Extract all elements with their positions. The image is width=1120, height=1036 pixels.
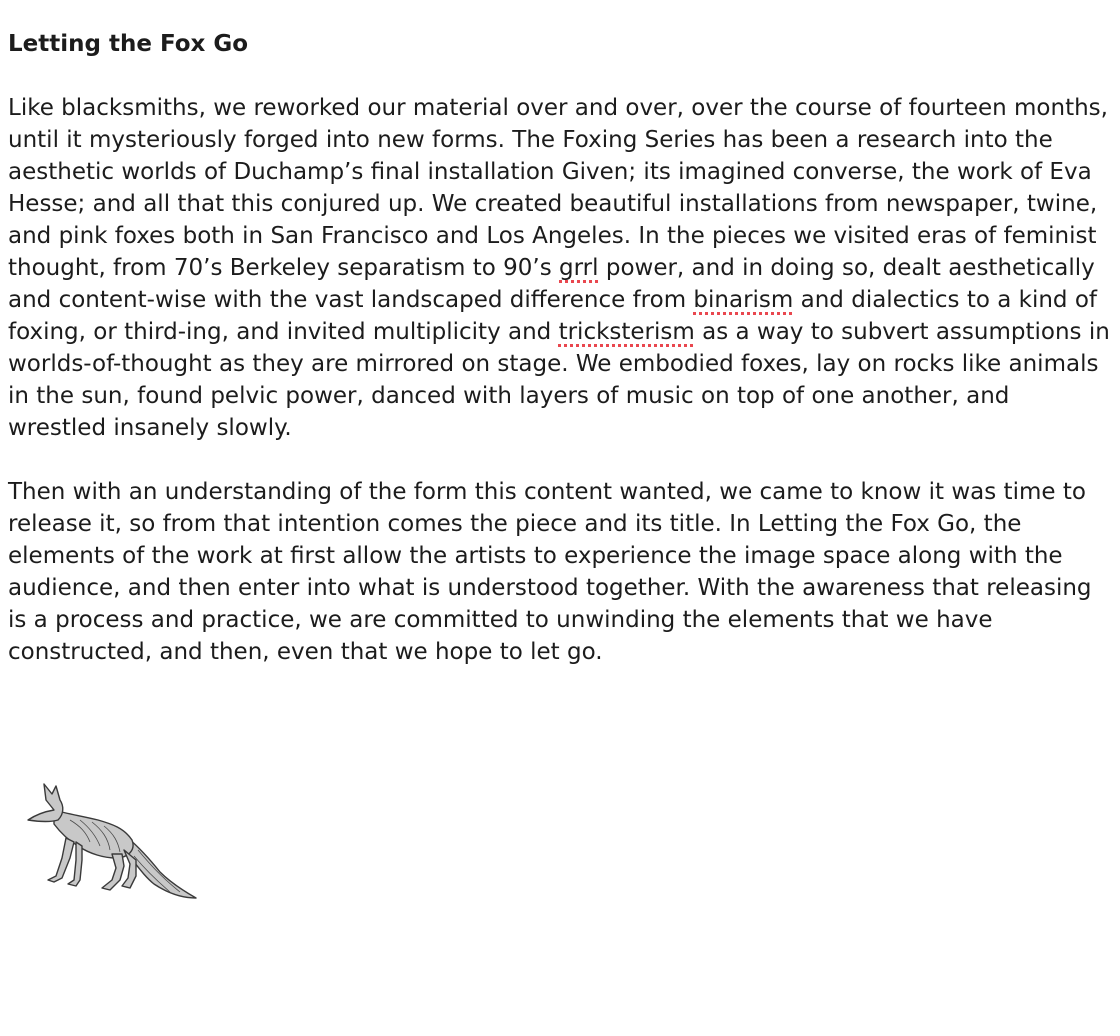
page-title: Letting the Fox Go (8, 31, 249, 57)
misspelled-word-binarism[interactable]: binarism (693, 287, 794, 313)
misspelled-word-tricksterism[interactable]: tricksterism (558, 319, 695, 345)
fox-drawing-icon (20, 780, 200, 904)
paragraph-1-text-a: Like blacksmiths, we reworked our material over and over, over the course of fourteen months, until it mysteriously forged into new forms. The Foxing Series has been a research into the aesthetic worlds of Duchamp’s final installation Given; its imagined converse, the work of Eva Hesse; and all that this conjured up. We created beautiful installations from newspaper, twine, and pink foxes both in San Francisco and Los Angeles. In the pieces we visited eras of feminist thought, from 70’s Berkeley separatism to 90’s (8, 95, 1108, 281)
paragraph-1-text-b: power, and in doing so, dealt aesthetically and content-wise with the vast landscaped difference from (8, 255, 1095, 313)
paragraph-1 (8, 92, 1112, 444)
paragraph-1-text-c: and dialectics to a kind of foxing, or third-ing, and invited multiplicity and (8, 287, 1098, 345)
paragraph-2: Then with an understanding of the form this content wanted, we came to know it was time to release it, so from that intention comes the piece and its title. In Letting the Fox Go, the elements of the work at first allow the artists to experience the image space along with the audience, and then enter into what is understood together. With the awareness that releasing is a process and practice, we are committed to unwinding the elements that we have constructed, and then, even that we hope to let go. (8, 479, 1092, 665)
misspelled-word-grrl[interactable]: grrl (559, 255, 599, 281)
paragraph-1-text-d: as a way to subvert assumptions in worlds-of-thought as they are mirrored on stage. We embodied foxes, lay on rocks like animals in the sun, found pelvic power, danced with layers of music on top of one another, and wrestled insanely slowly. (8, 319, 1110, 441)
document-body (8, 28, 1112, 700)
